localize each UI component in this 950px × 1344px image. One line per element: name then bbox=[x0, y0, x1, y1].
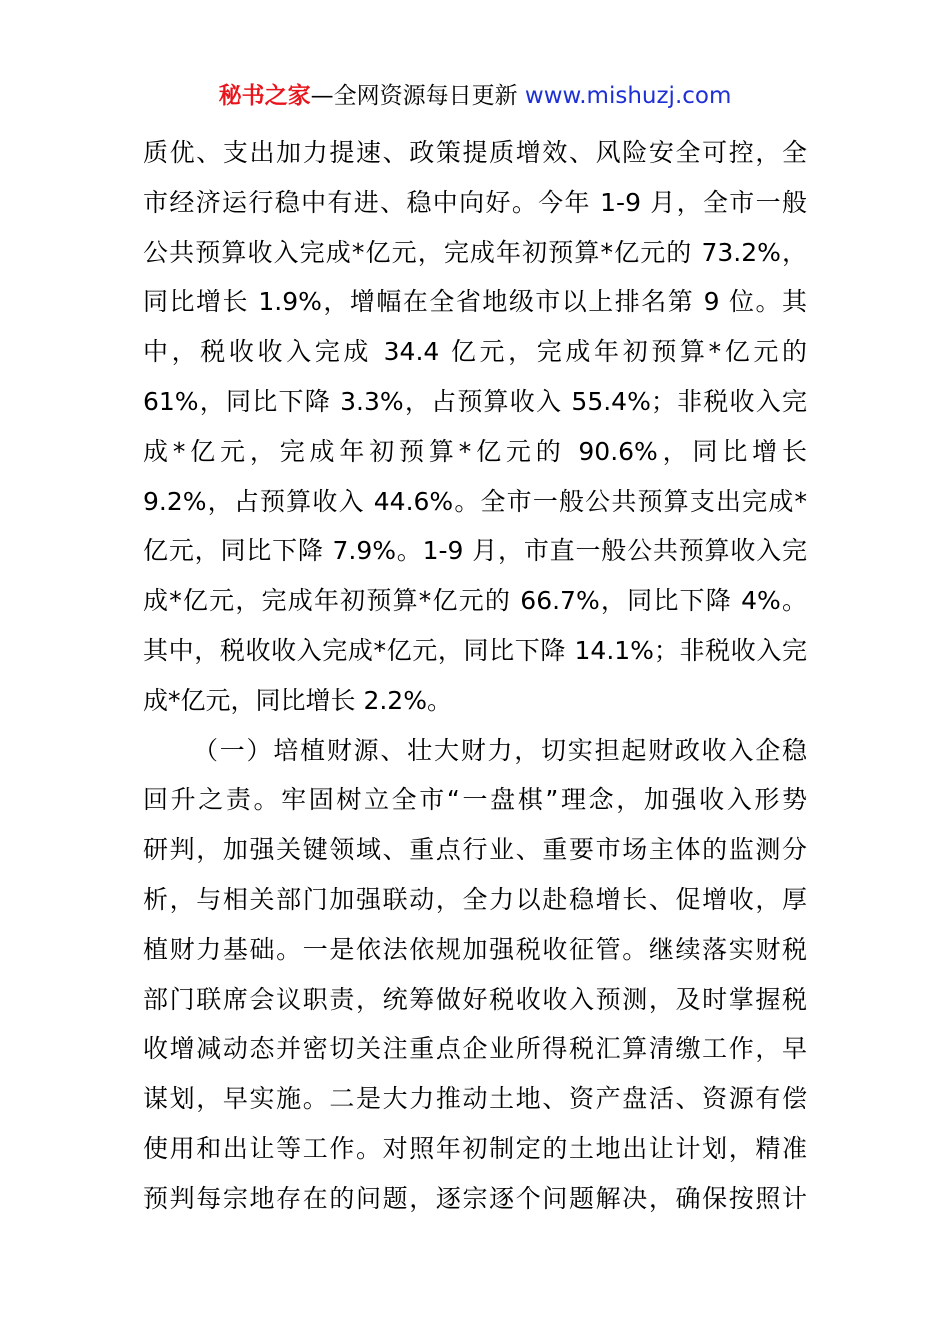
header-brand: 秘书之家 bbox=[218, 83, 311, 109]
text-line: 公共预算收入完成*亿元，完成年初预算*亿元的 73.2%， bbox=[143, 237, 807, 267]
text-line: 同比增长 1.9%，增幅在全省地级市以上排名第 9 位。其 bbox=[143, 287, 807, 317]
text-line: 谋划，早实施。二是大力推动土地、资产盘活、资源有偿 bbox=[143, 1084, 807, 1114]
text-line: 部门联席会议职责，统筹做好税收收入预测，及时掌握税 bbox=[143, 984, 807, 1014]
header-tagline: —全网资源每日更新 bbox=[310, 83, 518, 109]
text-line: 61%，同比下降 3.3%，占预算收入 55.4%；非税收入完 bbox=[143, 386, 807, 416]
text-line: 成*亿元，完成年初预算*亿元的 66.7%，同比下降 4%。 bbox=[143, 586, 807, 616]
header-url-link[interactable]: www.mishuzj.com bbox=[524, 83, 732, 109]
text-line: 市经济运行稳中有进、稳中向好。今年 1-9 月，全市一般 bbox=[143, 187, 807, 217]
text-line: 植财力基础。一是依法依规加强税收征管。继续落实财税 bbox=[143, 934, 807, 964]
paragraph-2 bbox=[143, 726, 807, 1224]
text-line: 收增减动态并密切关注重点企业所得税汇算清缴工作，早 bbox=[143, 1034, 807, 1064]
text-line: 其中，税收收入完成*亿元，同比下降 14.1%；非税收入完 bbox=[143, 635, 807, 665]
text-line: 中，税收收入完成 34.4 亿元，完成年初预算*亿元的 bbox=[143, 337, 807, 367]
text-line: 研判，加强关键领域、重点行业、重要市场主体的监测分 bbox=[143, 835, 807, 865]
text-line: 回升之责。牢固树立全市“一盘棋”理念，加强收入形势 bbox=[143, 785, 807, 815]
text-line: 使用和出让等工作。对照年初制定的土地出让计划，精准 bbox=[143, 1133, 807, 1163]
text-line: 预判每宗地存在的问题，逐宗逐个问题解决，确保按照计 bbox=[143, 1183, 807, 1213]
document-body bbox=[143, 128, 807, 1224]
text-line: 析，与相关部门加强联动，全力以赴稳增长、促增收，厚 bbox=[143, 884, 807, 914]
text-line: （一）培植财源、壮大财力，切实担起财政收入企稳 bbox=[193, 735, 807, 765]
page-header bbox=[0, 80, 950, 112]
text-line: 质优、支出加力提速、政策提质增效、风险安全可控，全 bbox=[143, 138, 807, 167]
text-line: 亿元，同比下降 7.9%。1-9 月，市直一般公共预算收入完 bbox=[143, 536, 807, 566]
text-line: 成*亿元，同比增长 2.2%。 bbox=[143, 685, 452, 715]
text-line: 9.2%，占预算收入 44.6%。全市一般公共预算支出完成* bbox=[143, 486, 807, 516]
paragraph-1 bbox=[143, 128, 807, 726]
text-line: 成*亿元，完成年初预算*亿元的 90.6%，同比增长 bbox=[143, 436, 807, 466]
